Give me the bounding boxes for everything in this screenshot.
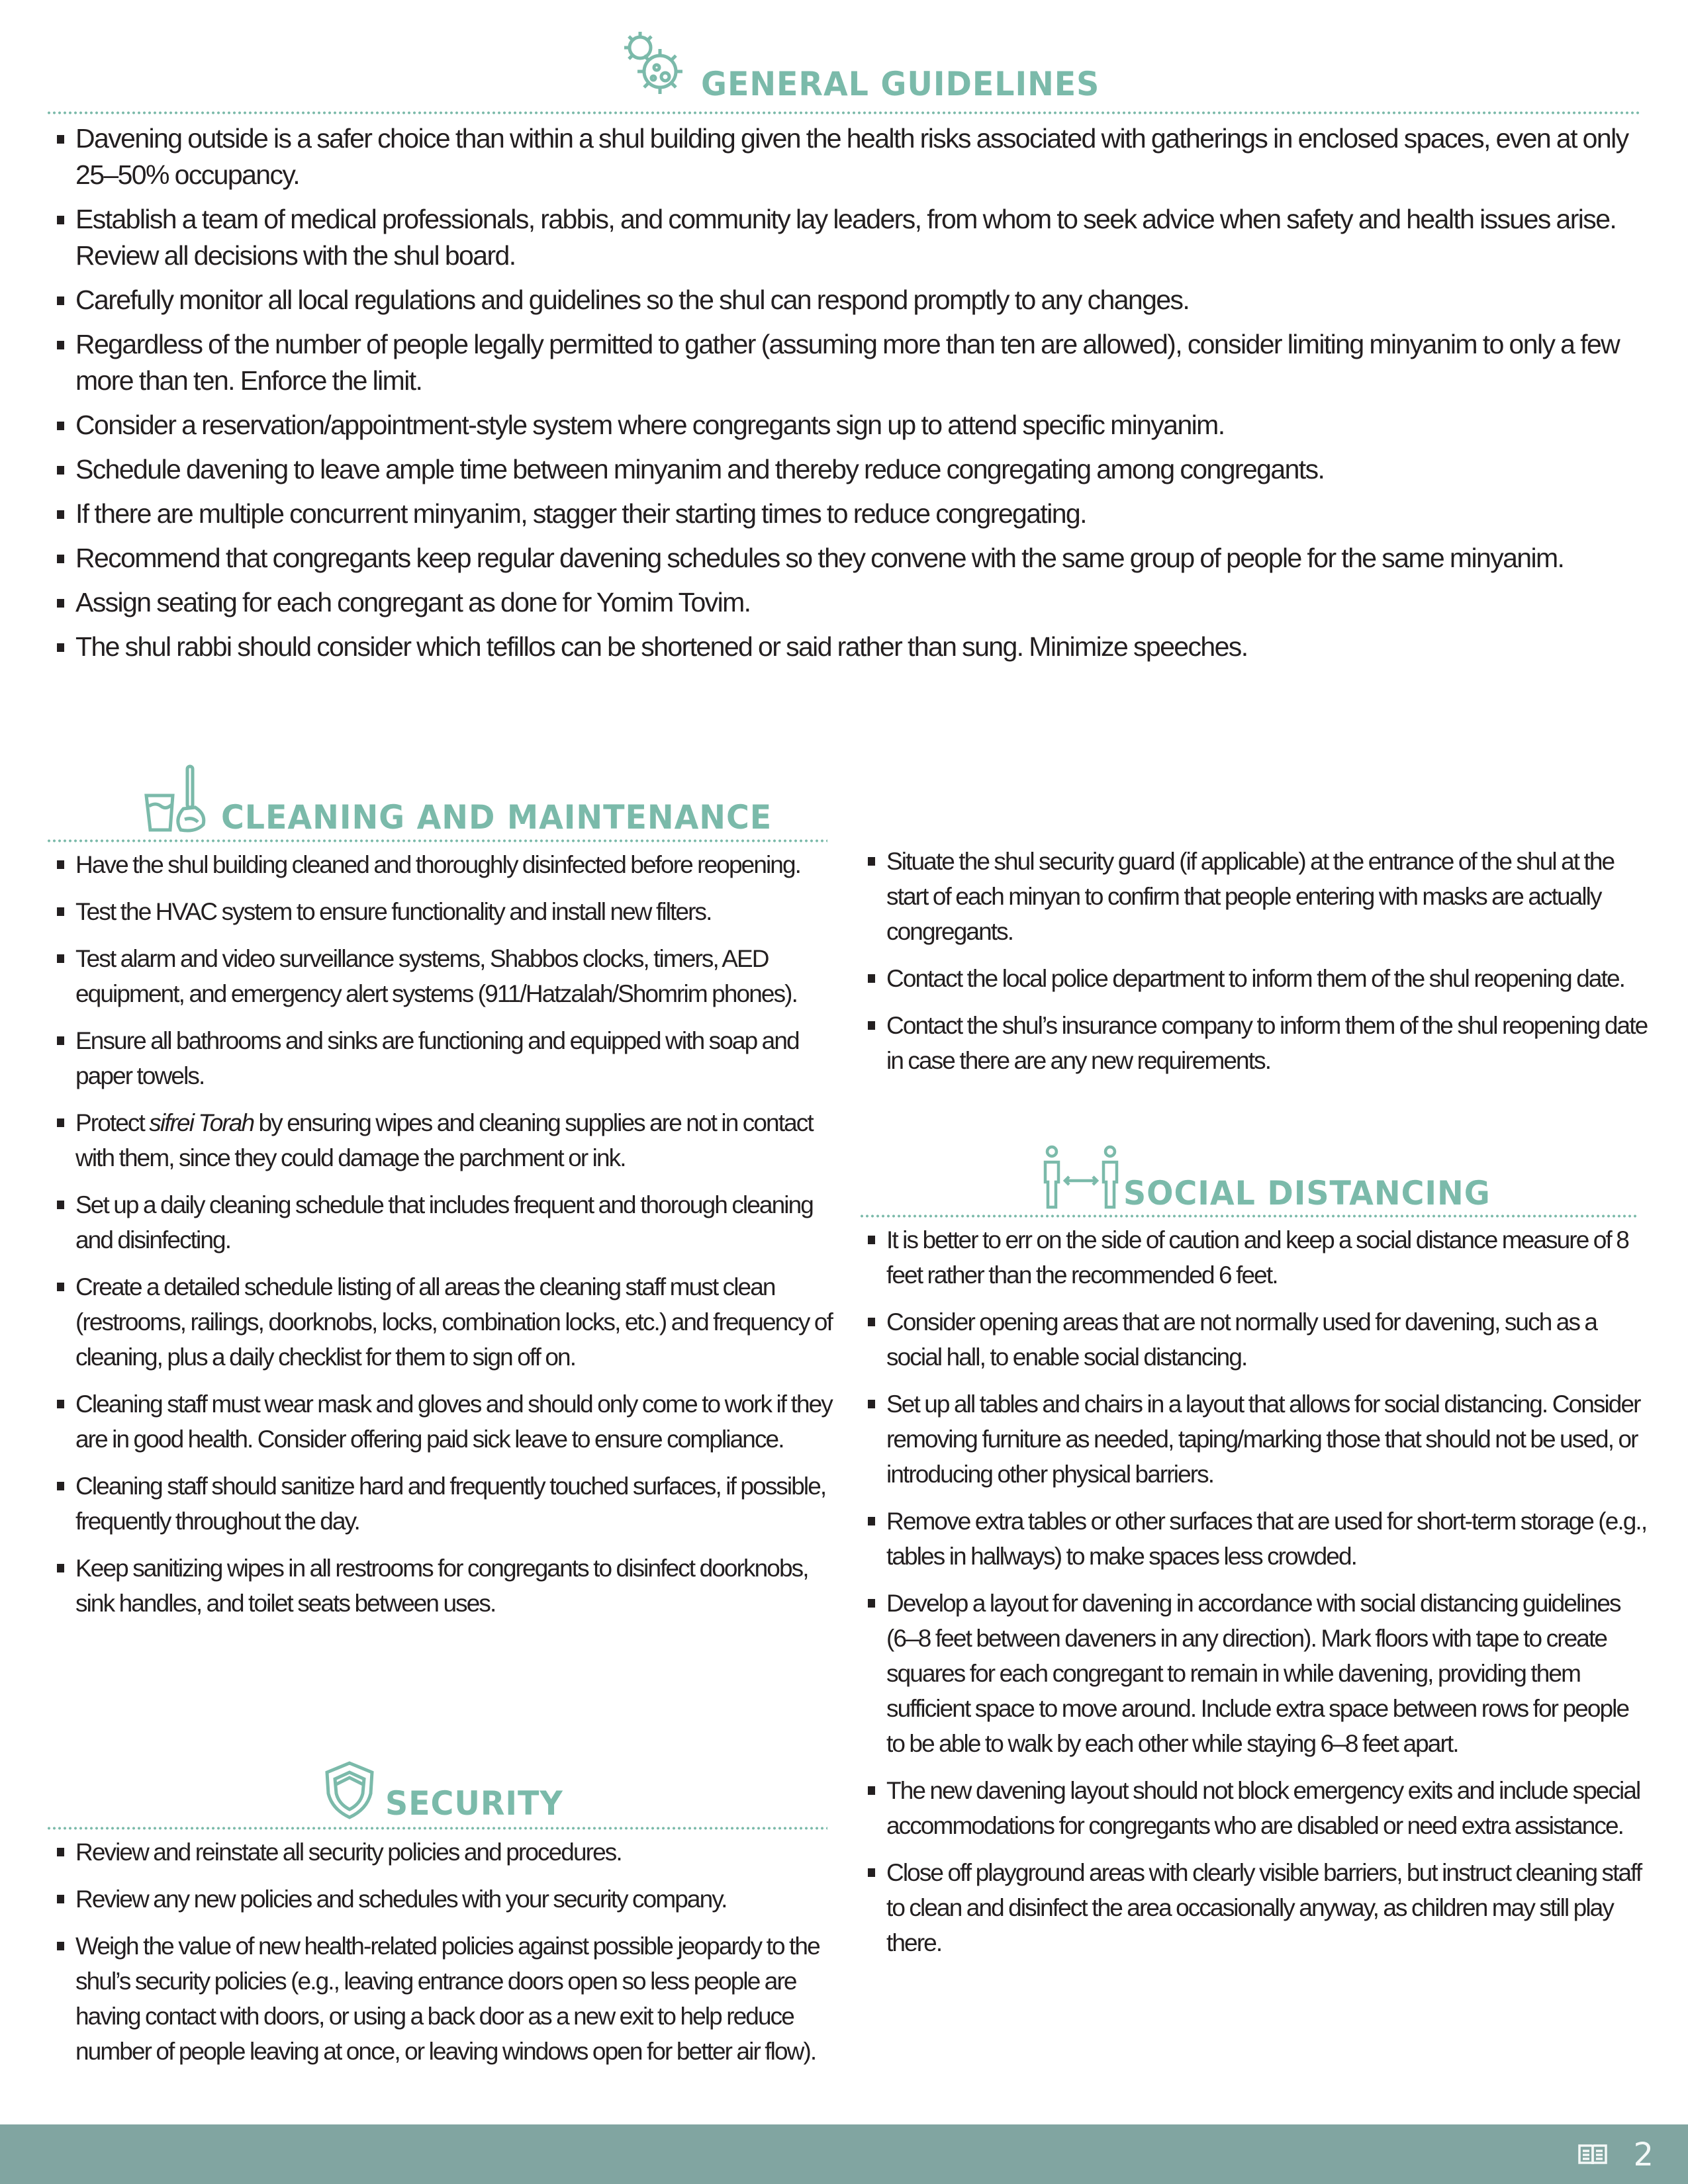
security-continued-list [863,844,1650,1090]
list-item [52,1105,846,1175]
people-distance-icon [1043,1144,1122,1210]
list-item: Cleaning staff must wear mask and gloves and should only come to work if they are in good health. Consider offering paid sick leave to ensure compliance. [52,1387,846,1457]
list-item: Set up all tables and chairs in a layout that allows for social distancing. Consider removing furniture as needed, taping/marking those that should not be used, or introducing other physical barriers. [863,1387,1650,1492]
social-distancing-list [863,1222,1650,1972]
list-item: Carefully monitor all local regulations and guidelines so the shul can respond promptly to any changes. [52,282,1654,318]
social-distancing-heading [1043,1144,1510,1210]
list-item: Review any new policies and schedules with your security company. [52,1882,846,1917]
list-item: Review and reinstate all security policies and procedures. [52,1835,846,1870]
list-item: Establish a team of medical professionals, rabbis, and community lay leaders, from whom to seek advice when safety and health issues arise. Review all decisions with the shul board. [52,201,1654,274]
list-item: Assign seating for each congregant as done for Yomim Tovim. [52,584,1654,621]
social-distancing-divider [859,1214,1639,1218]
list-item: Consider opening areas that are not normally used for davening, such as a social hall, to enable social distancing. [863,1304,1650,1375]
item-suffix: by ensuring wipes and cleaning supplies are not in contact with them, since they could damage the parchment or ink. [75,1109,813,1171]
list-item: Close off playground areas with clearly visible barriers, but instruct cleaning staff to clean and disinfect the area occasionally anyway, as children may still play there. [863,1855,1650,1960]
general-guidelines-heading [619,28,1121,101]
list-item: Situate the shul security guard (if applicable) at the entrance of the shul at the start of each minyan to confirm that people entering with masks are actually congregants. [863,844,1650,949]
virus-icon [619,28,692,101]
list-item: Cleaning staff should sanitize hard and frequently touched surfaces, if possible, frequently throughout the day. [52,1469,846,1539]
cleaning-list [52,847,846,1633]
general-divider [46,111,1642,114]
list-item: Contact the local police department to inform them of the shul reopening date. [863,961,1650,996]
book-icon [1578,2143,1607,2165]
list-item: Develop a layout for davening in accordance with social distancing guidelines (6–8 feet between daveners in any direction). Mark floors with tape to create squares for each congregant to remain in while davening, providing them sufficient space to move around. Include extra space between rows for people to be able to walk by each other while staying 6–8 feet apart. [863,1586,1650,1761]
cleaning-divider [46,839,827,842]
item-italic: sifrei Torah [149,1109,254,1136]
list-item: Have the shul building cleaned and thoroughly disinfected before reopening. [52,847,846,882]
security-title: SECURITY [385,1784,563,1823]
list-item: The new davening layout should not block emergency exits and include special accommodations for congregants who are disabled or need extra assistance. [863,1773,1650,1843]
list-item: Remove extra tables or other surfaces that are used for short-term storage (e.g., tables in hallways) to make spaces less crowded. [863,1504,1650,1574]
security-list [52,1835,846,2081]
general-guidelines-title: GENERAL GUIDELINES [701,65,1100,103]
security-divider [46,1827,827,1830]
item-prefix: Protect [75,1109,150,1136]
shield-icon [323,1760,376,1820]
list-item: Consider a reservation/appointment-style system where congregants sign up to attend specific minyanim. [52,407,1654,443]
page-number: 2 [1633,2136,1654,2173]
list-item: Schedule davening to leave ample time between minyanim and thereby reduce congregating among congregants. [52,451,1654,488]
list-item: Create a detailed schedule listing of all areas the cleaning staff must clean (restrooms, railings, doorknobs, locks, combination locks, etc.) and frequency of cleaning, plus a daily checklist for them to sign off on. [52,1269,846,1375]
list-item: The shul rabbi should consider which tefillos can be shortened or said rather than sung. Minimize speeches. [52,629,1654,665]
list-item: Weigh the value of new health-related policies against possible jeopardy to the shul’s security policies (e.g., leaving entrance doors open so less people are having contact with doors, or using a back door as a new exit to help reduce number of people leaving at once, or leaving windows open for better air flow). [52,1929,846,2069]
list-item: Test alarm and video surveillance systems, Shabbos clocks, timers, AED equipment, and emergency alert systems (911/Hatzalah/Shomrim phones). [52,941,846,1011]
list-item: Test the HVAC system to ensure functionality and install new filters. [52,894,846,929]
bucket-mop-icon [142,761,212,834]
cleaning-heading [142,761,801,837]
security-heading [323,1760,573,1823]
list-item: Set up a daily cleaning schedule that includes frequent and thorough cleaning and disinfecting. [52,1187,846,1257]
list-item: Recommend that congregants keep regular davening schedules so they convene with the same group of people for the same minyanim. [52,540,1654,576]
list-item: Keep sanitizing wipes in all restrooms for congregants to disinfect doorknobs, sink handles, and toilet seats between uses. [52,1551,846,1621]
cleaning-title: CLEANING AND MAINTENANCE [221,798,773,837]
page-footer [0,2124,1688,2184]
list-item: If there are multiple concurrent minyanim, stagger their starting times to reduce congregating. [52,496,1654,532]
list-item: Regardless of the number of people legally permitted to gather (assuming more than ten are allowed), consider limiting minyanim to only a few more than ten. Enforce the limit. [52,326,1654,399]
social-distancing-title: SOCIAL DISTANCING [1123,1174,1491,1212]
list-item: Ensure all bathrooms and sinks are functioning and equipped with soap and paper towels. [52,1023,846,1093]
list-item: Contact the shul’s insurance company to inform them of the shul reopening date in case there are any new requirements. [863,1008,1650,1078]
general-guidelines-list [52,120,1654,673]
list-item: It is better to err on the side of caution and keep a social distance measure of 8 feet rather than the recommended 6 feet. [863,1222,1650,1293]
list-item: Davening outside is a safer choice than within a shul building given the health risks associated with gatherings in enclosed spaces, even at only 25–50% occupancy. [52,120,1654,193]
